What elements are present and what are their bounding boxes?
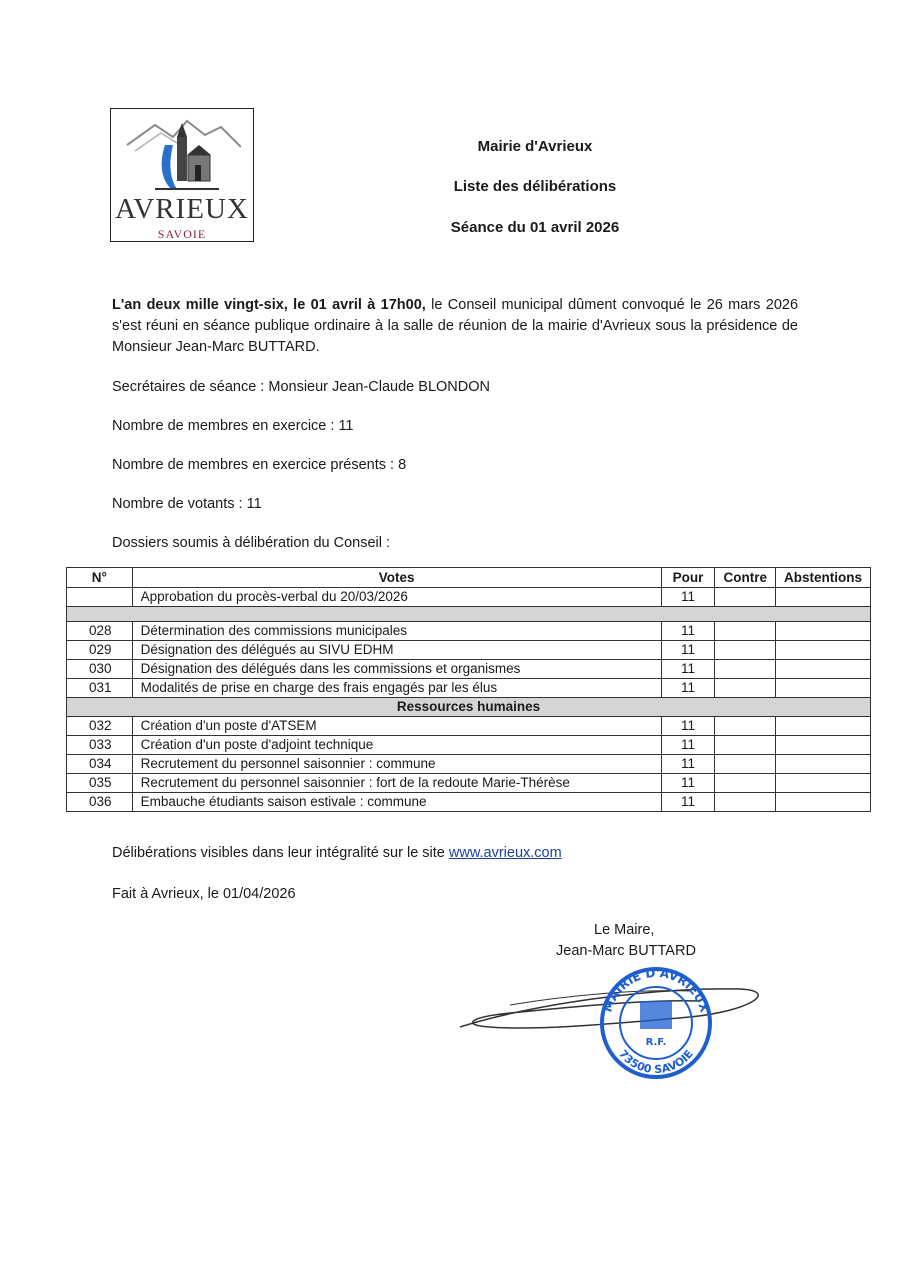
row-pour: 11	[661, 755, 715, 774]
row-num: 029	[67, 641, 133, 660]
table-row	[67, 641, 871, 660]
row-pour: 11	[661, 641, 715, 660]
fait-line: Fait à Avrieux, le 01/04/2026	[112, 886, 296, 902]
row-num: 030	[67, 660, 133, 679]
mayor-title: Le Maire,	[594, 922, 655, 938]
votants-line: Nombre de votants : 11	[112, 496, 262, 512]
stamp-top-text: MAIRIE D'AVRIEUX	[600, 965, 712, 1014]
section-heading-row	[67, 698, 871, 717]
svg-text:73500 SAVOIE	[616, 1047, 696, 1076]
intro-rest: le Conseil municipal dûment convoqué le 26 mars 2026 s'est réuni en séance publique ordinaire à la salle de réunion de la mairie d'Avrieux sous la présidence de Monsieur Jean-Marc BUTTARD.	[112, 297, 799, 355]
table-row	[67, 660, 871, 679]
header-session-date: Séance du 01 avril 2026	[450, 219, 620, 236]
row-num: 031	[67, 679, 133, 698]
row-pour: 11	[661, 736, 715, 755]
presents-line: Nombre de membres en exercice présents : 8	[112, 457, 407, 473]
table-row	[67, 793, 871, 812]
intro-paragraph	[112, 295, 798, 358]
row-num: 035	[67, 774, 133, 793]
col-header-votes: Votes	[132, 568, 661, 588]
stamp-mid-text: R.F.	[645, 1037, 667, 1048]
section-separator	[67, 607, 871, 622]
row-num: 032	[67, 717, 133, 736]
row-label: Recrutement du personnel saisonnier : fort de la redoute Marie-Thérèse	[132, 774, 661, 793]
dossiers-line: Dossiers soumis à délibération du Conseil :	[112, 535, 391, 551]
row-label: Création d'un poste d'adjoint technique	[132, 736, 661, 755]
col-header-pour: Pour	[661, 568, 715, 588]
row-label: Désignation des délégués au SIVU EDHM	[132, 641, 661, 660]
intro-bold: L'an deux mille vingt-six, le 01 avril à 17h00,	[112, 297, 426, 313]
signature-stamp-graphic	[450, 965, 780, 1085]
membres-line: Nombre de membres en exercice : 11	[112, 418, 354, 434]
row-pour: 11	[661, 622, 715, 641]
row-label: Détermination des commissions municipales	[132, 622, 661, 641]
row-label: Recrutement du personnel saisonnier : commune	[132, 755, 661, 774]
visibility-note	[112, 845, 562, 861]
row-label: Création d'un poste d'ATSEM	[132, 717, 661, 736]
row-label: Désignation des délégués dans les commissions et organismes	[132, 660, 661, 679]
row-num: 036	[67, 793, 133, 812]
row-pour: 11	[661, 774, 715, 793]
table-row	[67, 736, 871, 755]
col-header-abstentions: Abstentions	[775, 568, 870, 588]
commune-logo	[110, 108, 254, 242]
row-num: 028	[67, 622, 133, 641]
logo-name: AVRIEUX	[115, 193, 249, 225]
stamp-bottom-text: 73500 SAVOIE	[616, 1047, 696, 1077]
site-link[interactable]: www.avrieux.com	[448, 845, 562, 861]
secretaires-line: Secrétaires de séance : Monsieur Jean-Claude BLONDON	[112, 379, 490, 395]
visibility-text: Délibérations visibles dans leur intégralité sur le site	[112, 845, 449, 861]
official-stamp	[600, 966, 711, 1077]
row-label: Embauche étudiants saison estivale : commune	[132, 793, 661, 812]
row-label: Approbation du procès-verbal du 20/03/2026	[132, 588, 661, 607]
deliberations-table	[66, 567, 871, 812]
header-town: Mairie d'Avrieux	[477, 138, 593, 155]
mountain-chapel-icon	[125, 115, 241, 195]
table-row	[67, 588, 871, 607]
row-num: 033	[67, 736, 133, 755]
logo-region: SAVOIE	[157, 227, 207, 241]
row-pour: 11	[661, 660, 715, 679]
row-pour: 11	[661, 793, 715, 812]
row-pour: 11	[661, 679, 715, 698]
table-row	[67, 774, 871, 793]
row-num: 034	[67, 755, 133, 774]
section-heading: Ressources humaines	[67, 698, 871, 717]
row-pour: 11	[661, 717, 715, 736]
col-header-num: N°	[67, 568, 133, 588]
mayor-name: Jean-Marc BUTTARD	[556, 943, 696, 959]
table-row	[67, 755, 871, 774]
row-pour: 11	[661, 588, 715, 607]
table-row	[67, 717, 871, 736]
row-label: Modalités de prise en charge des frais engagés par les élus	[132, 679, 661, 698]
table-row	[67, 622, 871, 641]
table-row	[67, 679, 871, 698]
col-header-contre: Contre	[715, 568, 776, 588]
header-list-title: Liste des délibérations	[453, 178, 617, 195]
table-header-row	[67, 568, 871, 588]
